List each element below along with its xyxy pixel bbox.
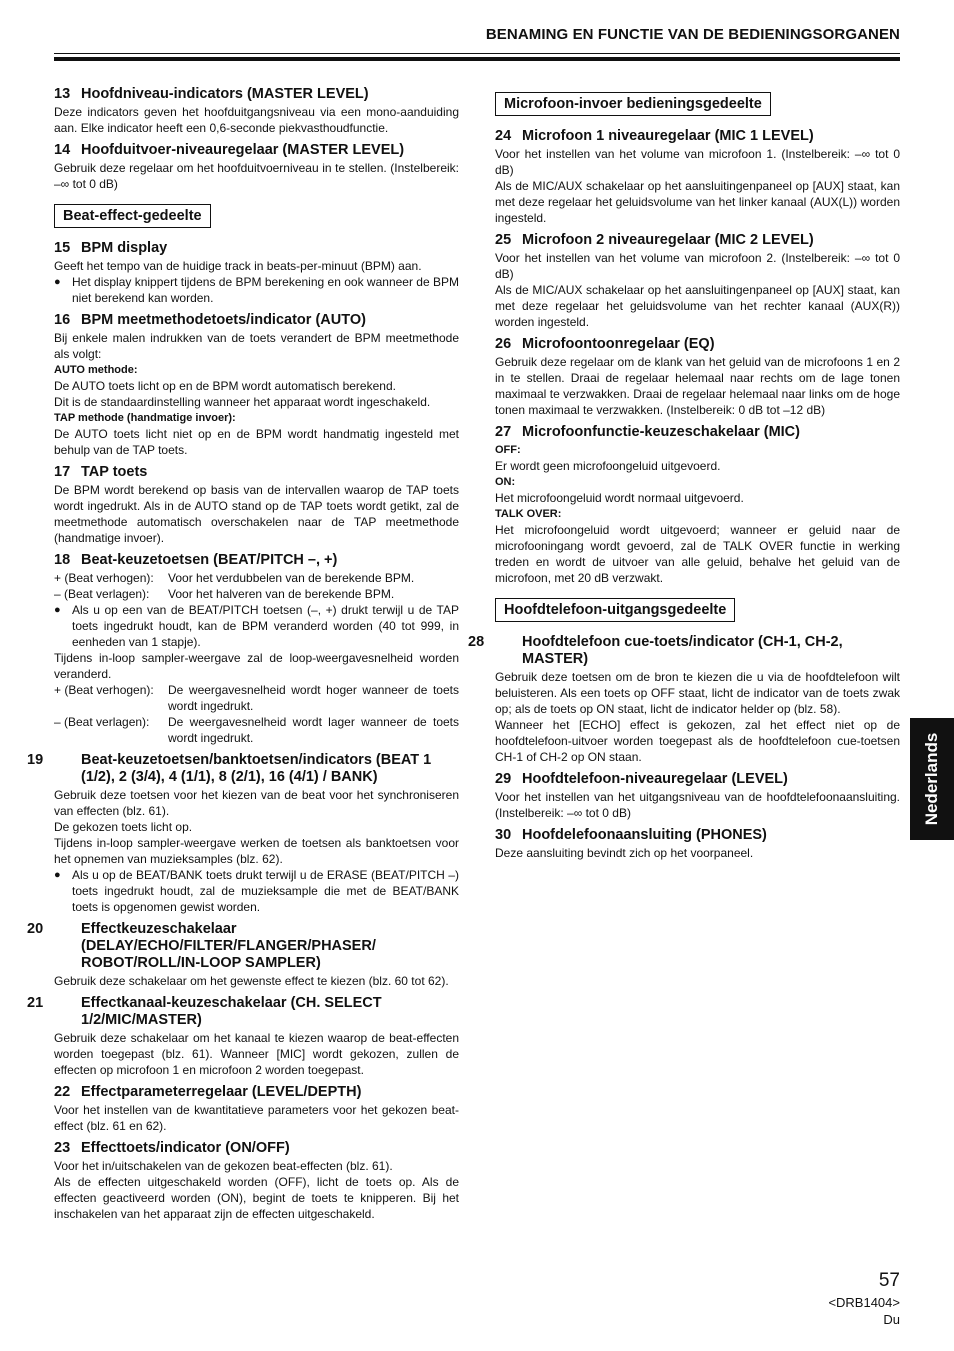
section-28-heading: 28 Hoofdtelefoon cue-toets/indicator (CH-1, CH-2, MASTER) [468,634,843,667]
section-30-text: Deze aansluiting bevindt zich op het voorpaneel. [495,846,754,860]
header-rule-thick [54,57,900,61]
doc-code-lang: Du [883,1312,900,1327]
section-22-heading: 22 Effectparameterregelaar (LEVEL/DEPTH) [54,1084,362,1100]
beat-up-row: + (Beat verhogen): Voor het verdubbelen van de berekende BPM. [54,571,415,585]
page-header-title: BENAMING EN FUNCTIE VAN DE BEDIENINGSORGANEN [485,26,900,43]
section-27 [495,424,900,586]
section-23-heading: 23 Effecttoets/indicator (ON/OFF) [54,1140,290,1156]
left-column [27,86,459,1228]
right-column [468,86,900,867]
group-box-beat-effect: Beat-effect-gedeelte [54,204,211,228]
section-27-heading: 27 Microfoonfunctie-keuzeschakelaar (MIC) [495,424,800,440]
header-rule-thin [54,53,900,54]
section-19-text-1: Gebruik deze toetsen voor het kiezen van de beat voor het synchroniseren van effecten (blz. 61). [54,788,459,818]
doc-code-id: <DRB1404> [828,1295,900,1310]
section-19 [27,752,459,915]
section-18-text-2: Tijdens in-loop sampler-weergave zal de loop-weergavesnelheid worden veranderd. [54,651,459,681]
section-28-text-1: Gebruik deze toetsen om de bron te kiezen die u via de hoofdtelefoon wilt beluisteren. Als een toets op OFF staat, licht de indicator van de toets zwak op; als de toets op ON staat, licht de indicator helder op (blz. 58). [495,670,900,716]
section-18 [54,552,459,746]
talk-over-text: Het microfoongeluid wordt uitgevoerd; wanneer er geluid naar de microfooningang wordt gevoerd, zal de TALK OVER functie in werking treden en wordt de uitvoer van alle geluid, behalve het geluid van de microfoon, met 20 dB verzwakt. [495,523,900,585]
section-23-text-2: Als de effecten uitgeschakeld worden (OFF), licht de toets op. Als de effecten geactiveerd worden (ON), begint de toets te knipperen. Bij het inschakelen van het apparaat zijn de effecten uitgeschakeld. [54,1175,459,1221]
doc-code [828,1294,900,1328]
beat-down-row: – (Beat verlagen): Voor het halveren van de berekende BPM. [54,587,395,601]
section-19-bullet: ● Als u op de BEAT/BANK toets drukt terwijl u de ERASE (BEAT/PITCH –) toets ingedrukt houdt, zal de muzieksample die met de BEAT/BANK toets is opgenomen gewist worden. [54,867,459,915]
section-16 [54,312,459,458]
auto-method-text-1: De AUTO toets licht op en de BPM wordt automatisch berekend. [54,379,396,393]
section-29 [495,771,900,821]
section-19-text-2: De gekozen toets licht op. [54,820,193,834]
section-30-heading: 30 Hoofdelefoonaansluiting (PHONES) [495,827,767,843]
section-15-text: Geeft het tempo van de huidige track in beats-per-minuut (BPM) aan. [54,259,422,273]
section-13-heading: 13 Hoofdniveau-indicators (MASTER LEVEL) [54,86,369,102]
section-21-heading: 21 Effectkanaal-keuzeschakelaar (CH. SELECT 1/2/MIC/MASTER) [27,995,382,1028]
group-box-mic-input: Microfoon-invoer bedieningsgedeelte [495,92,771,116]
section-21 [27,995,459,1078]
section-25-heading: 25 Microfoon 2 niveauregelaar (MIC 2 LEVEL) [495,232,814,248]
section-28 [468,634,900,765]
page-number: 57 [878,1270,900,1291]
section-15 [54,240,459,306]
section-29-text: Voor het instellen van het uitgangsniveau van de hoofdtelefoonaansluiting. (Instelbereik: –∞ tot 0 dB) [495,790,900,820]
tap-method-text: De AUTO toets licht niet op en de BPM wordt handmatig ingesteld met behulp van de TAP toets. [54,427,459,457]
section-13-text: Deze indicators geven het hoofduitgangsniveau via een mono-aanduiding aan. Elke indicator heeft een 0,6-seconde piekvasthoudfunctie. [54,105,459,135]
section-13 [54,86,459,136]
section-15-bullet: ● Het display knippert tijdens de BPM berekening en ook wanneer de BPM niet berekend kan worden. [54,274,459,306]
section-18-bullet: ● Als u op een van de BEAT/PITCH toetsen (–, +) drukt terwijl u de TAP toets ingedrukt houdt, kan de BPM veranderd worden (40 tot 999, in eenheden van 1 stapje). [54,602,459,650]
section-16-text: Bij enkele malen indrukken van de toets verandert de BPM meetmethode als volgt: [54,331,459,361]
section-24-heading: 24 Microfoon 1 niveauregelaar (MIC 1 LEVEL) [495,128,814,144]
section-26 [495,336,900,418]
section-30 [495,827,900,861]
section-20 [27,921,459,989]
section-25 [495,232,900,330]
section-17-text: De BPM wordt berekend op basis van de intervallen waarop de TAP toets wordt ingedrukt. Als in de AUTO stand op de TAP toets wordt getikt, zal de meetmethode automatisch overschakelen naar de TAP meetmethode (handmatige invoer). [54,483,459,545]
section-16-heading: 16 BPM meetmethodetoets/indicator (AUTO) [54,312,366,328]
section-26-heading: 26 Microfoontoonregelaar (EQ) [495,336,715,352]
mic-off-heading: OFF: [495,444,521,456]
auto-method-text-2: Dit is de standaardinstelling wanneer het apparaat wordt ingeschakeld. [54,395,431,409]
mic-on-text: Het microfoongeluid wordt normaal uitgevoerd. [495,491,744,505]
section-20-text: Gebruik deze schakelaar om het gewenste effect te kiezen (blz. 60 tot 62). [54,974,449,988]
section-25-text-1: Voor het instellen van het volume van microfoon 2. (Instelbereik: –∞ tot 0 dB) [495,251,900,281]
section-22-text: Voor het instellen van de kwantitatieve parameters voor het gekozen beat-effect (blz. 61 en 62). [54,1103,459,1133]
section-24-text-2: Als de MIC/AUX schakelaar op het aansluitingenpaneel op [AUX] staat, kan met deze regelaar het geluidsvolume van het linker kanaal (AUX(L)) worden ingesteld. [495,179,900,225]
section-17 [54,464,459,546]
tap-method-heading: TAP methode (handmatige invoer): [54,412,236,424]
section-24 [495,128,900,226]
section-25-text-2: Als de MIC/AUX schakelaar op het aansluitingenpaneel op [AUX] staat, kan met deze regelaar het geluidsvolume van het rechter kanaal (AUX(R)) worden ingesteld. [495,283,900,329]
section-14 [54,142,459,192]
section-19-text-3: Tijdens in-loop sampler-weergave werken de toetsen als banktoetsen voor het opnemen van muzieksamples (blz. 62). [54,836,459,866]
language-side-tab [910,718,954,840]
section-24-text-1: Voor het instellen van het volume van microfoon 1. (Instelbereik: –∞ tot 0 dB) [495,147,900,177]
section-19-heading: 19 Beat-keuzetoetsen/banktoetsen/indicators (BEAT 1 (1/2), 2 (3/4), 4 (1/1), 8 (2/1), 16 (4/1) / BANK) [27,752,432,785]
section-26-text: Gebruik deze regelaar om de klank van het geluid van de microfoons 1 en 2 in te stellen. Draai de regelaar helemaal naar rechts om de lage tonen maximaal te verzwakken. Draai de regelaar helemaal naar links om de hoge tonen maximaal te verzwakken. (Instelbereik: 0 dB tot –12 dB) [495,355,900,417]
section-22 [54,1084,459,1134]
section-20-heading: 20 Effectkeuzeschakelaar (DELAY/ECHO/FILTER/FLANGER/PHASER/ ROBOT/ROLL/IN-LOOP SAMPLER) [27,921,376,971]
loop-beat-down-row: – (Beat verlagen): De weergavesnelheid wordt lager wanneer de toets wordt ingedrukt. [54,715,459,745]
section-15-heading: 15 BPM display [54,240,168,256]
section-23 [54,1140,459,1222]
section-28-text-2: Wanneer het [ECHO] effect is gekozen, zal het effect niet op de hoofdtelefoon-uitvoer worden toegepast als de hoofdtelefoon cue-toetsen CH-1 of CH-2 op ON staan. [495,718,900,764]
talk-over-heading: TALK OVER: [495,508,562,520]
section-17-heading: 17 TAP toets [54,464,148,480]
mic-off-text: Er wordt geen microfoongeluid uitgevoerd. [495,459,721,473]
section-18-heading: 18 Beat-keuzetoetsen (BEAT/PITCH –, +) [54,552,338,568]
section-23-text-1: Voor het in/uitschakelen van de gekozen beat-effecten (blz. 61). [54,1159,393,1173]
group-box-headphone-output: Hoofdtelefoon-uitgangsgedeelte [495,598,735,622]
section-14-heading: 14 Hoofduitvoer-niveauregelaar (MASTER LEVEL) [54,142,405,158]
section-14-text: Gebruik deze regelaar om het hoofduitvoerniveau in te stellen. (Instelbereik: –∞ tot 0 dB) [54,161,459,191]
loop-beat-up-row: + (Beat verhogen): De weergavesnelheid wordt hoger wanneer de toets wordt ingedrukt. [54,683,459,713]
section-21-text: Gebruik deze schakelaar om het kanaal te kiezen waarop de beat-effecten worden toegepast (blz. 61). Wanneer [MIC] wordt gekozen, zullen de effecten op microfoon 1 en microfoon 2 worden toegepast. [54,1031,459,1077]
section-29-heading: 29 Hoofdtelefoon-niveauregelaar (LEVEL) [495,771,788,787]
language-tab-label: Nederlands [922,732,941,826]
auto-method-heading: AUTO methode: [54,364,138,376]
mic-on-heading: ON: [495,476,516,488]
